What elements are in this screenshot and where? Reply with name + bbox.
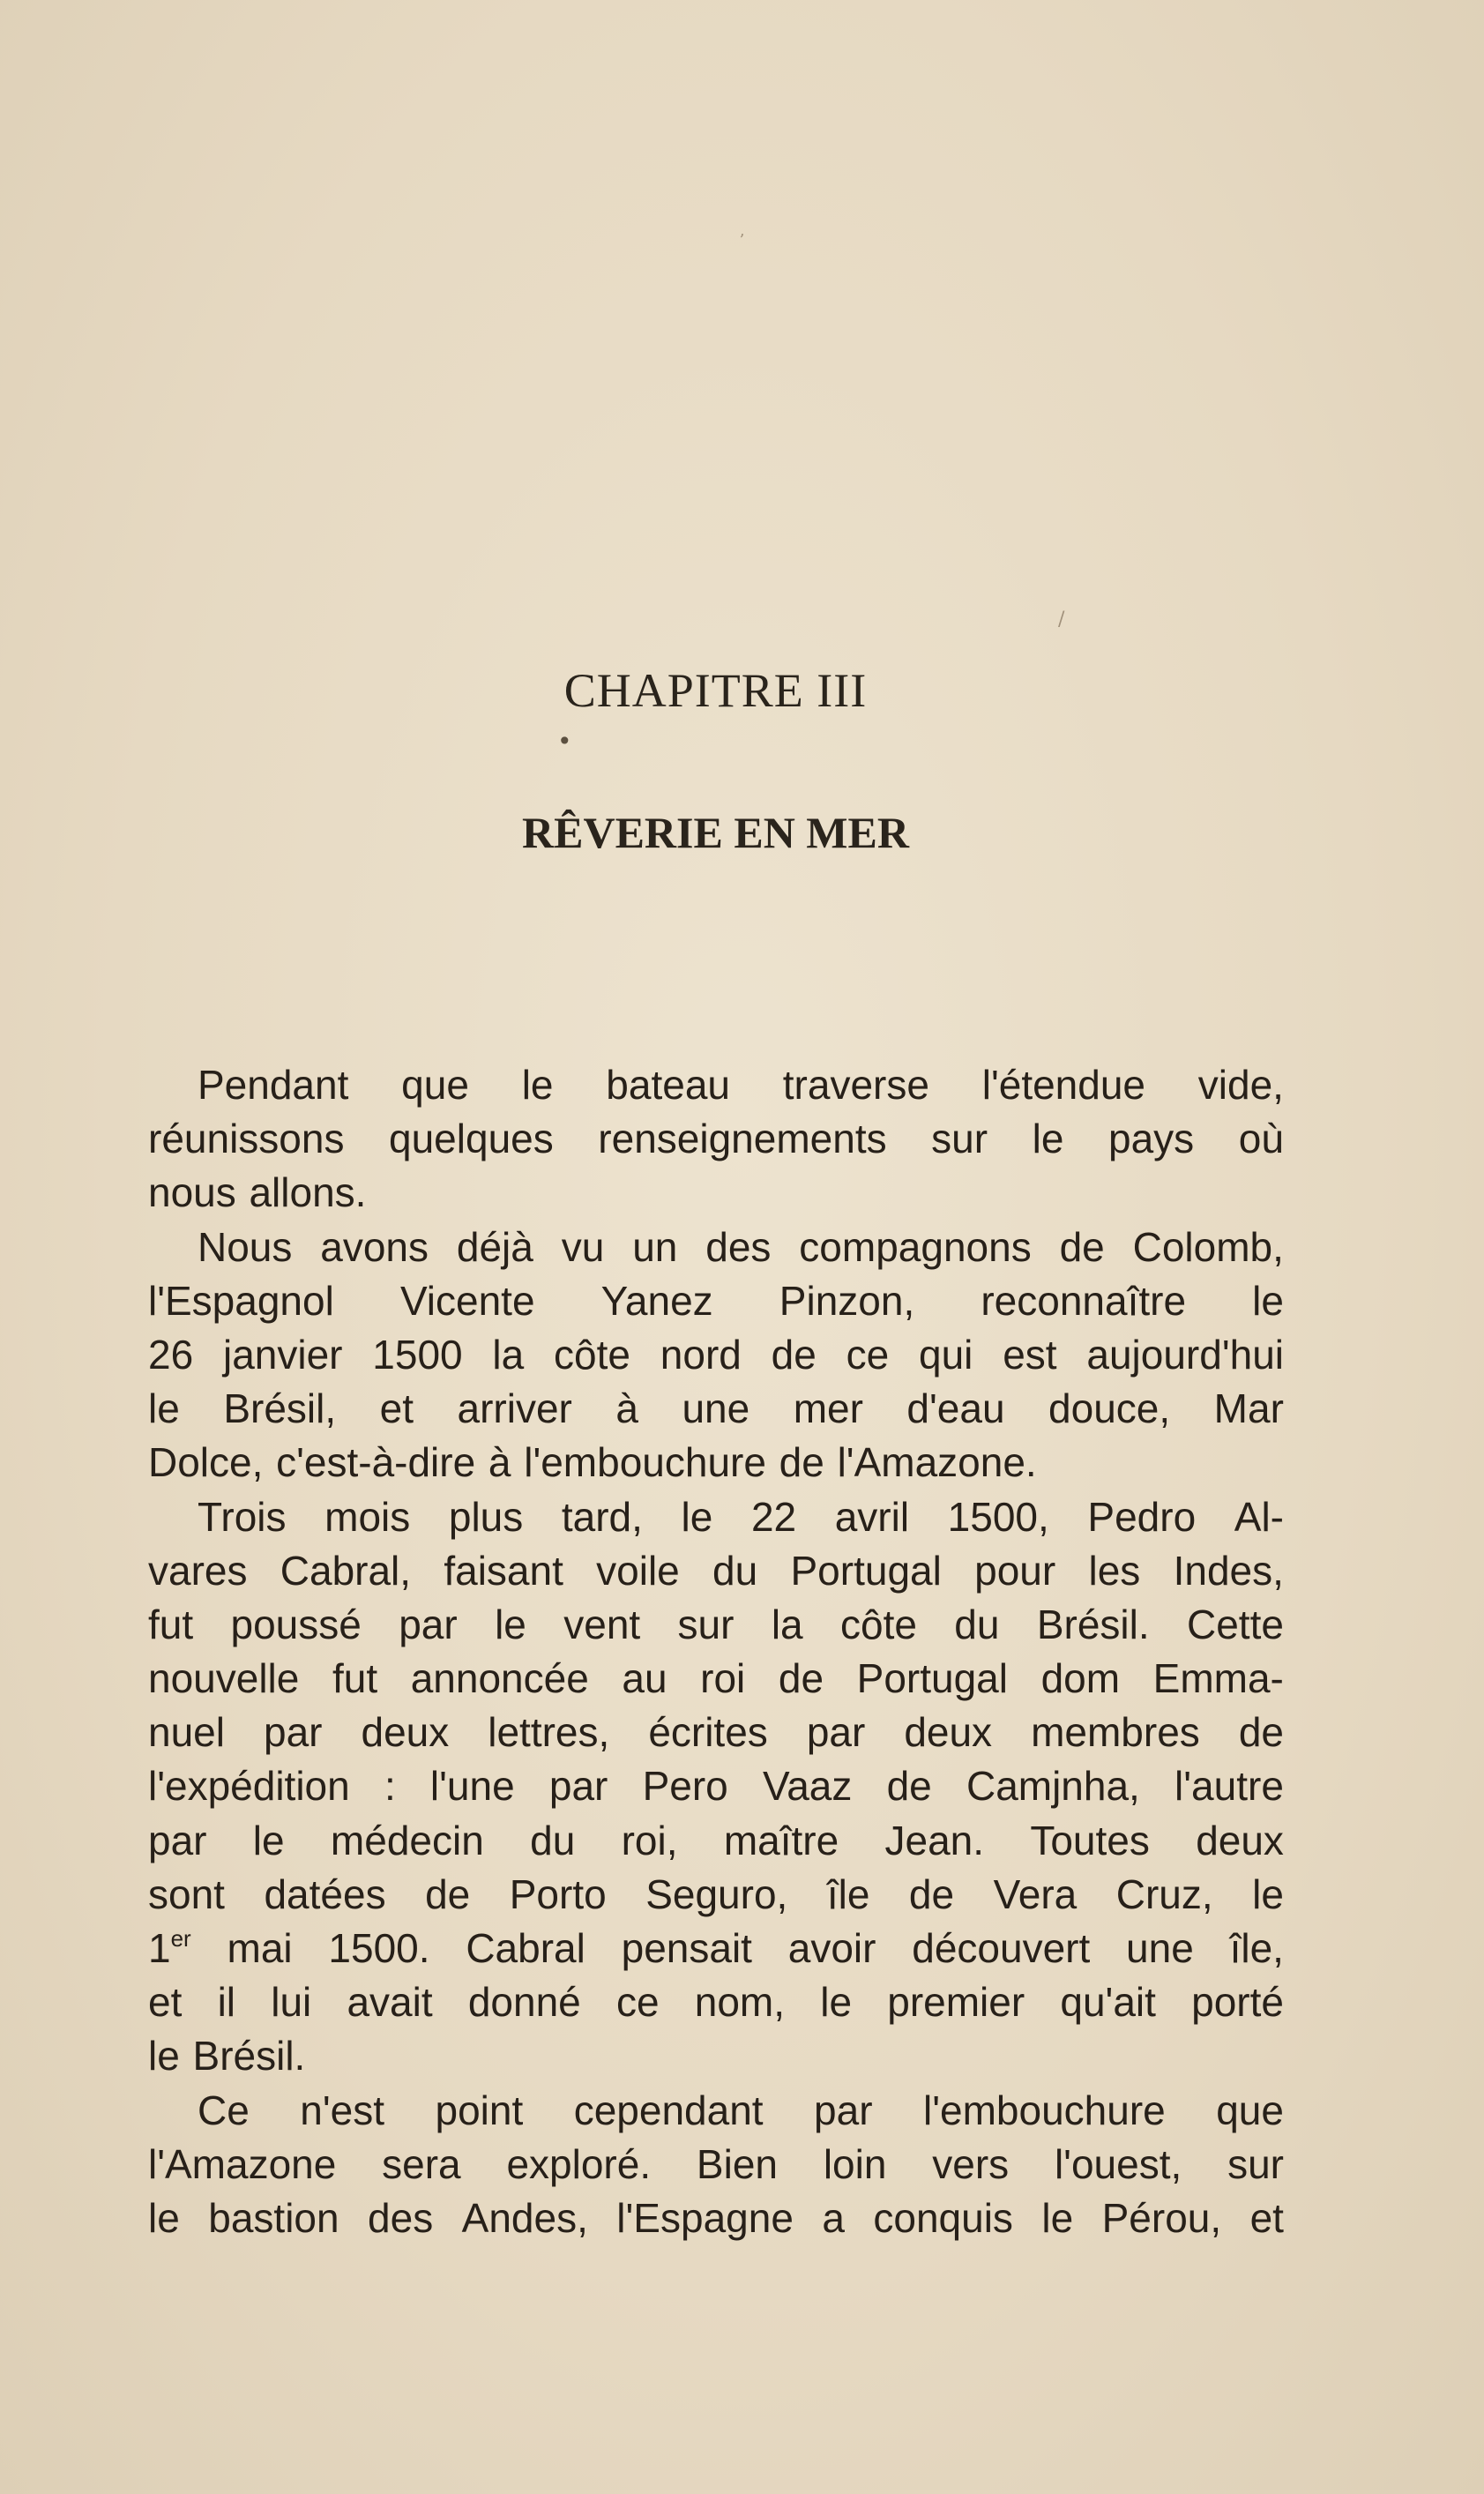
word: 1500 [372,1331,463,1378]
word: fut [332,1655,378,1702]
word: mai [227,1925,293,1971]
word: Portugal [790,1547,942,1594]
word: Al- [1234,1493,1284,1540]
word: l'une [429,1763,515,1810]
word: datées [264,1870,386,1917]
word: douce, [1048,1385,1171,1432]
word: et [148,1979,183,2026]
text-line [148,1814,1284,1868]
word: du [954,1601,1000,1647]
word: le [1252,1870,1284,1917]
word: vide, [1197,1062,1284,1108]
word: sur [931,1116,988,1162]
word: exploré. [506,2140,652,2187]
word: de [425,1870,471,1917]
word: maître [723,1817,839,1863]
word: à [615,1385,638,1432]
paper-speck: • [557,727,572,756]
word: Seguro, [645,1870,788,1917]
word: Indes, [1173,1547,1284,1594]
text-line [148,2192,1284,2245]
word: quelques [389,1116,554,1162]
word: nom, [694,1979,786,2026]
word: loin [823,2140,887,2187]
word: 1er [148,1924,191,1971]
text-line [148,1382,1284,1436]
word: membres [1031,1709,1200,1756]
word: 26 [148,1331,194,1378]
word: de [908,1870,955,1917]
word: ce [846,1331,890,1378]
word: l'Amazone [148,2140,337,2187]
word: le [681,1493,713,1540]
word: le [1032,1116,1064,1162]
word: d'eau [906,1385,1005,1432]
word: c'est-à-dire [276,1439,476,1486]
word: deux [1196,1817,1284,1863]
word: et [379,1385,414,1432]
word: que [1216,2087,1284,2133]
text-line [148,1112,1284,1166]
word: de [778,1655,824,1702]
text-line [148,1436,1284,1490]
word: janvier [222,1331,343,1378]
word: Ce [198,2087,250,2133]
word: bastion [208,2194,339,2241]
word: l'expédition [148,1763,350,1810]
word: Toutes [1030,1817,1150,1863]
word: Bien [696,2140,778,2187]
word: des [368,2194,434,2241]
word: avoir [787,1925,876,1971]
word: deux [361,1709,450,1756]
word: pensait [621,1925,752,1971]
word: Brésil, [223,1385,337,1432]
word: le [495,1601,526,1647]
word: Yanez [600,1277,713,1324]
word: 22 [750,1493,797,1540]
word: Pérou, [1101,2194,1222,2241]
word: le [1252,1277,1284,1324]
word: a [822,2194,845,2241]
word: Cette [1187,1601,1284,1647]
word: qui [919,1331,973,1378]
word: sur [677,1601,735,1647]
word: l'Espagnol [148,1277,334,1324]
word: cependant [573,2087,764,2133]
word: arriver [457,1385,572,1432]
word: Trois [198,1493,287,1540]
word: avons [320,1223,429,1270]
word: sont [148,1870,225,1917]
word: par [548,1763,608,1810]
word: le [148,1385,180,1432]
word: point [435,2087,524,2133]
word: vers [932,2140,1010,2187]
ordinal-superscript: er [170,1924,191,1952]
word: Vera [993,1870,1078,1917]
word: où [1238,1116,1284,1162]
word: par [399,1601,458,1647]
word: les [1088,1547,1141,1594]
word: Vaaz [762,1763,853,1810]
word: l'embouchure [923,2087,1166,2133]
word: le [521,1062,554,1108]
word: sur [1227,2140,1284,2187]
word: le [252,1817,285,1863]
text-line [148,1221,1284,1274]
word: faisant [444,1547,563,1594]
word: mois [324,1493,411,1540]
word: 1500, [947,1493,1049,1540]
word: deux [904,1709,993,1756]
word: mer [793,1385,863,1432]
word: une [682,1385,750,1432]
word: bateau [606,1062,730,1108]
word: renseignements [598,1116,887,1162]
word: Cabral [466,1925,585,1971]
word: l'autre [1175,1763,1284,1810]
word: la [771,1601,803,1647]
word: vent [563,1601,641,1647]
word: vu [561,1223,605,1270]
text-line [148,1598,1284,1652]
word: plus [448,1493,524,1540]
word: ce [615,1979,660,2026]
text-line [148,2138,1284,2192]
text-line [148,2029,1284,2083]
word: de [771,1331,817,1378]
text-line [148,1166,1284,1220]
word: un [632,1223,678,1270]
word: par [263,1709,323,1756]
paper-speck: / [1058,609,1065,631]
chapter-title: RÊVERIE EN MER [522,808,909,857]
word: réunissons [148,1116,345,1162]
word: médecin [330,1817,484,1863]
word: Colomb, [1132,1223,1284,1270]
word: l'étendue [981,1062,1146,1108]
word: déjà [456,1223,533,1270]
word: traverse [782,1062,929,1108]
word: Pedro [1087,1493,1197,1540]
word: : [384,1763,396,1810]
text-line [148,1706,1284,1759]
word: sera [382,2140,461,2187]
word: avait [347,1979,433,2026]
word: qu'ait [1060,1979,1156,2026]
word: Pero [642,1763,728,1810]
word: reconnaître [981,1277,1187,1324]
word: n'est [300,2087,385,2133]
word: roi, [621,1817,678,1863]
word: Brésil. [192,2033,306,2080]
word: Portugal [856,1655,1008,1702]
word: du [530,1817,576,1863]
word: le [148,2033,180,2080]
word: nous [148,1169,236,1216]
word: aujourd'hui [1086,1331,1284,1378]
word: et [1249,2194,1284,2241]
word: Dolce, [148,1439,264,1486]
word: pays [1108,1116,1195,1162]
word: au [622,1655,667,1702]
word: côte [839,1601,917,1647]
word: lui [271,1979,312,2026]
word: Andes, [461,2194,588,2241]
word: roi [700,1655,746,1702]
word: avril [834,1493,910,1540]
word: par [814,2087,873,2133]
word: Brésil. [1036,1601,1150,1647]
word: écrites [648,1709,768,1756]
word: le [1041,2194,1074,2241]
word: Pendant [198,1062,349,1108]
word: à [488,1439,511,1486]
text-line [148,1274,1284,1328]
word: le [820,1979,853,2026]
word: la [492,1331,525,1378]
word: l'ouest, [1054,2140,1182,2187]
word: des [705,1223,772,1270]
word: il [217,1979,236,2026]
word: annoncée [410,1655,589,1702]
word: par [806,1709,866,1756]
word: nouvelle [148,1655,300,1702]
word: pour [974,1547,1056,1594]
word: est [1003,1331,1057,1378]
word: une [1126,1925,1194,1971]
word: l'Amazone. [837,1439,1037,1486]
text-line [148,1868,1284,1922]
word: Camjnha, [966,1763,1140,1810]
word: Cabral, [280,1547,412,1594]
text-line [148,2084,1284,2138]
word: île [826,1870,870,1917]
word: donné [467,1979,581,2026]
text-line [148,1328,1284,1382]
word: côte [554,1331,630,1378]
text-line [148,1652,1284,1706]
word: île, [1229,1925,1284,1971]
word: allons. [249,1169,367,1216]
paper-speck: ʼ [739,231,744,250]
word: de [779,1439,824,1486]
word: poussé [230,1601,362,1647]
word: Nous [198,1223,293,1270]
word: Vicente [399,1277,535,1324]
word: 1500. [328,1925,430,1971]
word: Mar [1213,1385,1284,1432]
word: par [148,1817,207,1863]
word: porté [1191,1979,1284,2026]
word: de [1238,1709,1284,1756]
word: Pinzon, [779,1277,915,1324]
word: découvert [912,1925,1091,1971]
text-line [148,1544,1284,1598]
body-text [148,1058,1284,2245]
word: de [1059,1223,1105,1270]
word: fut [148,1601,194,1647]
word: du [712,1547,758,1594]
word: l'embouchure [524,1439,766,1486]
word: lettres, [488,1709,610,1756]
word: de [886,1763,932,1810]
word: conquis [873,2194,1013,2241]
word: le [148,2194,180,2241]
chapter-heading: CHAPITRE III [563,664,868,717]
word: tard, [561,1493,643,1540]
text-line [148,1759,1284,1813]
text-line [148,1058,1284,1112]
text-line [148,1922,1284,1975]
text-line [148,1490,1284,1544]
word: Porto [509,1870,607,1917]
word: compagnons [799,1223,1032,1270]
word: Cruz, [1115,1870,1213,1917]
word: voile [596,1547,680,1594]
word: nuel [148,1709,225,1756]
word: l'Espagne [616,2194,794,2241]
word: Emma- [1152,1655,1284,1702]
word: Jean. [884,1817,985,1863]
word: que [401,1062,469,1108]
text-line [148,1975,1284,2029]
word: dom [1040,1655,1121,1702]
word: premier [887,1979,1025,2026]
word: nord [660,1331,742,1378]
word: vares [148,1547,248,1594]
